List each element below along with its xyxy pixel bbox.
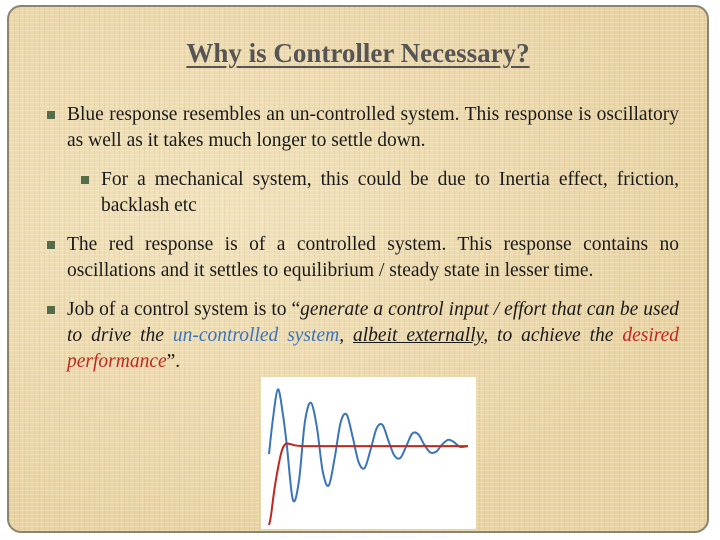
bullet-mechanical-system bbox=[101, 167, 679, 219]
bullet-control-job bbox=[67, 297, 679, 375]
bullet-text: The red response is of a controlled system. This response contains no oscillations and it settles to equilibrium / steady state in lesser time. bbox=[67, 234, 679, 281]
bullet-red-response bbox=[67, 232, 679, 284]
response-chart bbox=[261, 377, 476, 529]
slide bbox=[7, 5, 709, 533]
bullet-italic-1: generate a control input / effort that can be used to drive the bbox=[67, 299, 680, 346]
desired-performance-phrase: desired performance bbox=[67, 325, 680, 372]
albeit-externally-phrase: albeit externally bbox=[353, 325, 484, 346]
bullet-blue-response bbox=[67, 102, 679, 154]
bullet-marker bbox=[47, 306, 55, 314]
bullet-marker bbox=[47, 111, 55, 119]
bullet-marker bbox=[47, 241, 55, 249]
bullet-text-prefix: Job of a control system is to “ bbox=[67, 299, 301, 320]
uncontrolled-system-phrase: un-controlled system bbox=[172, 325, 340, 346]
bullet-italic-2: , to achieve the bbox=[483, 325, 623, 346]
bullet-marker bbox=[81, 176, 89, 184]
bullet-comma: , bbox=[339, 325, 353, 346]
bullet-text-suffix: ”. bbox=[166, 351, 181, 372]
slide-title: Why is Controller Necessary? bbox=[186, 38, 530, 68]
response-chart-svg bbox=[261, 377, 476, 529]
bullet-text: Blue response resembles an un-controlled system. This response is oscillatory as well as it takes much longer to settle down. bbox=[67, 104, 679, 151]
bullet-text: For a mechanical system, this could be due to Inertia effect, friction, backlash etc bbox=[101, 169, 679, 216]
